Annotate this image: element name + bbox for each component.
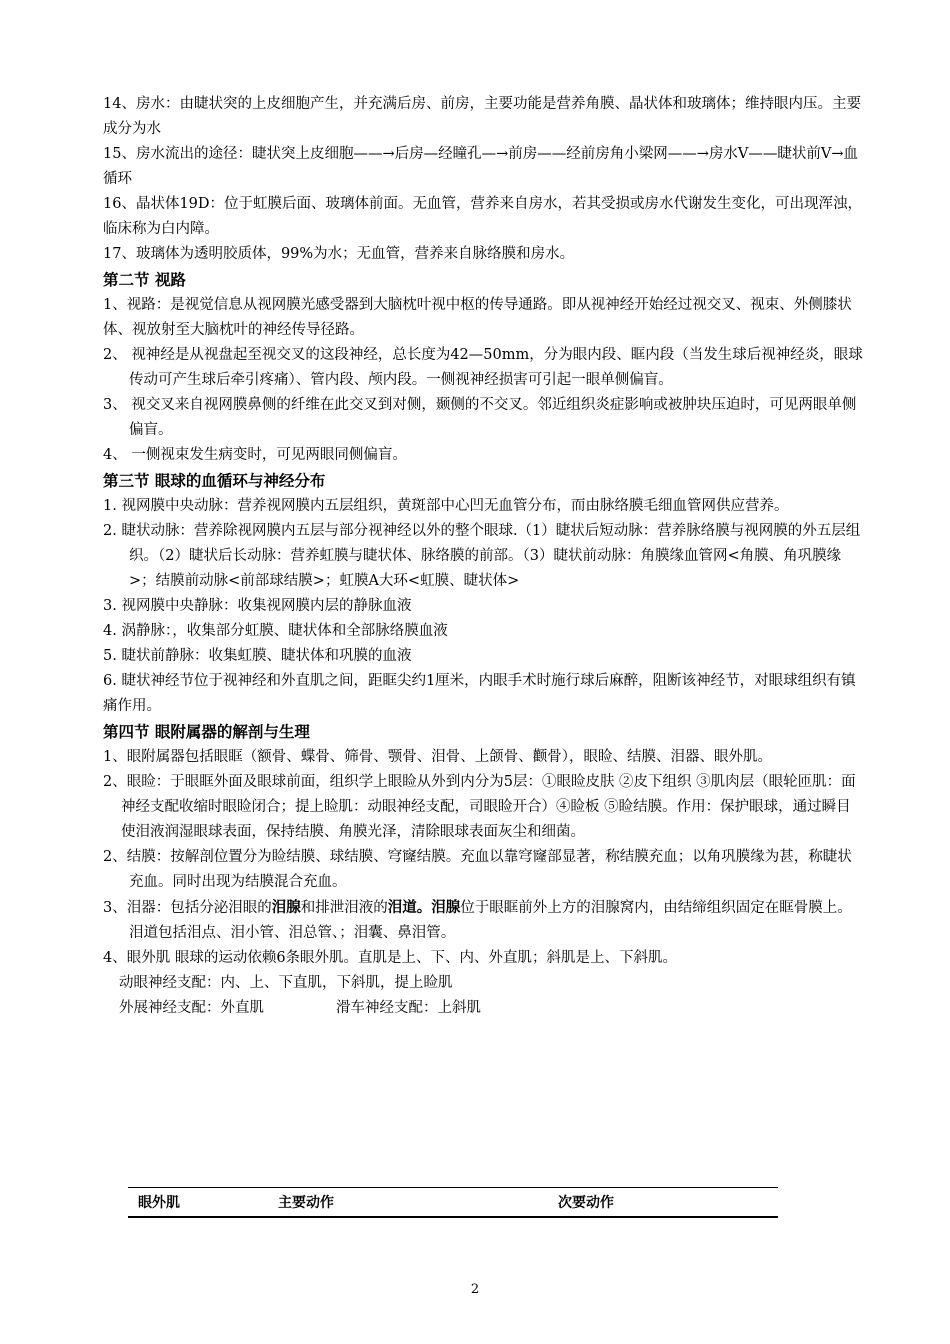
lacrimal-text-prefix: 3、泪器：包括分泌泪眼的 — [103, 900, 272, 916]
paragraph: 15、房水流出的途径：睫状突上皮细胞——→后房—经瞳孔—→前房——经前房角小梁网——→房水Ⅴ——睫状前Ⅴ→血循环 — [103, 146, 858, 187]
paragraph: 2、眼睑：于眼眶外面及眼球前面，组织学上眼睑从外到内分为5层：①眼睑皮肤 ②皮下组织 ③肌肉层（眼轮匝肌：面神经支配收缩时眼睑闭合；提上睑肌：动眼神经支配，司眼睑开合）④睑板 ⑤睑结膜。作用：保护眼球，通过瞬目使泪液润湿眼球表面，保持结膜、角膜光泽，清除眼球表面灰尘和细菌。 — [103, 774, 856, 840]
paragraph: 4. 涡静脉：，收集部分虹膜、睫状体和全部脉络膜血液 — [103, 623, 448, 639]
oculomotor-line: 动眼神经支配：内、上、下直肌，下斜肌，提上睑肌 — [119, 975, 453, 991]
table-header-row — [128, 1188, 778, 1218]
paragraph: 1. 视网膜中央动脉：营养视网膜内五层组织，黄斑部中心凹无血管分布，而由脉络膜毛细血管网供应营养。 — [103, 498, 789, 514]
abducens-trochlear-line — [103, 996, 863, 1021]
paragraph: 16、晶状体19D：位于虹膜后面、玻璃体前面。无血管，营养来自房水，若其受损或房水代谢发生变化，可出现浑浊，临床称为白内障。 — [103, 196, 863, 237]
abducens-text: 外展神经支配：外直肌 — [119, 1000, 264, 1016]
document-body — [103, 92, 863, 1021]
paragraph: 1、视路：是视觉信息从视网膜光感受器到大脑枕叶视中枢的传导通路。即从视神经开始经过视交叉、视束、外侧膝状体、视放射至大脑枕叶的神经传导径路。 — [103, 297, 852, 338]
section-heading: 第四节 眼附属器的解剖与生理 — [103, 723, 310, 741]
paragraph: 1、眼附属器包括眼眶（额骨、蝶骨、筛骨、颚骨、泪骨、上颌骨、颧骨），眼睑、结膜、泪器、眼外肌。 — [103, 749, 772, 765]
paragraph: 2、结膜：按解剖位置分为睑结膜、球结膜、穹窿结膜。充血以靠穹窿部显著，称结膜充血；以角巩膜缘为甚，称睫状充血。同时出现为结膜混合充血。 — [103, 849, 852, 890]
paragraph: 5. 睫状前静脉：收集虹膜、睫状体和巩膜的血液 — [103, 648, 412, 664]
section-heading: 第二节 视路 — [103, 271, 186, 289]
paragraph: 3、 视交叉来自视网膜鼻侧的纤维在此交叉到对侧，颞侧的不交叉。邻近组织炎症影响或被肿块压迫时，可见两眼单侧偏盲。 — [103, 397, 857, 438]
table-header-muscle: 眼外肌 — [128, 1188, 268, 1218]
lacrimal-bold-gland: 泪腺 — [271, 899, 301, 916]
lacrimal-bold-duct: 泪道。泪腺 — [387, 899, 461, 916]
paragraph: 3. 视网膜中央静脉：收集视网膜内层的静脉血液 — [103, 598, 412, 614]
paragraph: 2、 视神经是从视盘起至视交叉的这段神经，总长度为42—50mm，分为眼内段、眶内段（当发生球后视神经炎，眼球传动可产生球后牵引疼痛）、管内段、颅内段。一侧视神经损害可引起一眼单侧偏盲。 — [103, 347, 863, 388]
muscle-table — [128, 1187, 778, 1218]
lacrimal-text-mid: 和排泄泪液的 — [300, 900, 388, 916]
paragraph: 14、房水：由睫状突的上皮细胞产生，并充满后房、前房，主要功能是营养角膜、晶状体和玻璃体；维持眼内压。主要成分为水 — [103, 96, 861, 137]
paragraph: 4、 一侧视束发生病变时，可见两眼同侧偏盲。 — [103, 447, 407, 463]
paragraph-muscles: 4、眼外肌 眼球的运动依赖6条眼外肌。直肌是上、下、内、外直肌；斜肌是上、下斜肌。 — [103, 950, 678, 966]
paragraph: 2. 睫状动脉：营养除视网膜内五层与部分视神经以外的整个眼球.（1）睫状后短动脉：营养脉络膜与视网膜的外五层组织。（2）睫状后长动脉：营养虹膜与睫状体、脉络膜的前部。（3）睫状前动脉：角膜缘血管网<角膜、角巩膜缘>；结膜前动脉<前部球结膜>；虹膜A大环<虹膜、睫状体> — [103, 523, 861, 589]
paragraph-lacrimal — [103, 895, 863, 946]
table-header-primary: 主要动作 — [268, 1188, 548, 1218]
paragraph: 17、玻璃体为透明胶质体，99%为水；无血管，营养来自脉络膜和房水。 — [103, 246, 575, 262]
paragraph: 6. 睫状神经节位于视神经和外直肌之间，距眶尖约1厘米，内眼手术时施行球后麻醉，阻断该神经节，对眼球组织有镇痛作用。 — [103, 673, 856, 714]
lacrimal-text-rest: 位于眼眶前外上方的泪腺窝内，由结缔组织固定在眶骨膜上。泪道包括泪点、泪小管、泪总管、；泪囊、鼻泪管。 — [129, 900, 852, 941]
paragraph-list — [103, 92, 863, 895]
table-header-secondary: 次要动作 — [548, 1188, 778, 1218]
section-heading: 第三节 眼球的血循环与神经分布 — [103, 472, 326, 490]
trochlear-text: 滑车神经支配：上斜肌 — [336, 1000, 481, 1016]
page-number: 2 — [470, 1282, 480, 1297]
